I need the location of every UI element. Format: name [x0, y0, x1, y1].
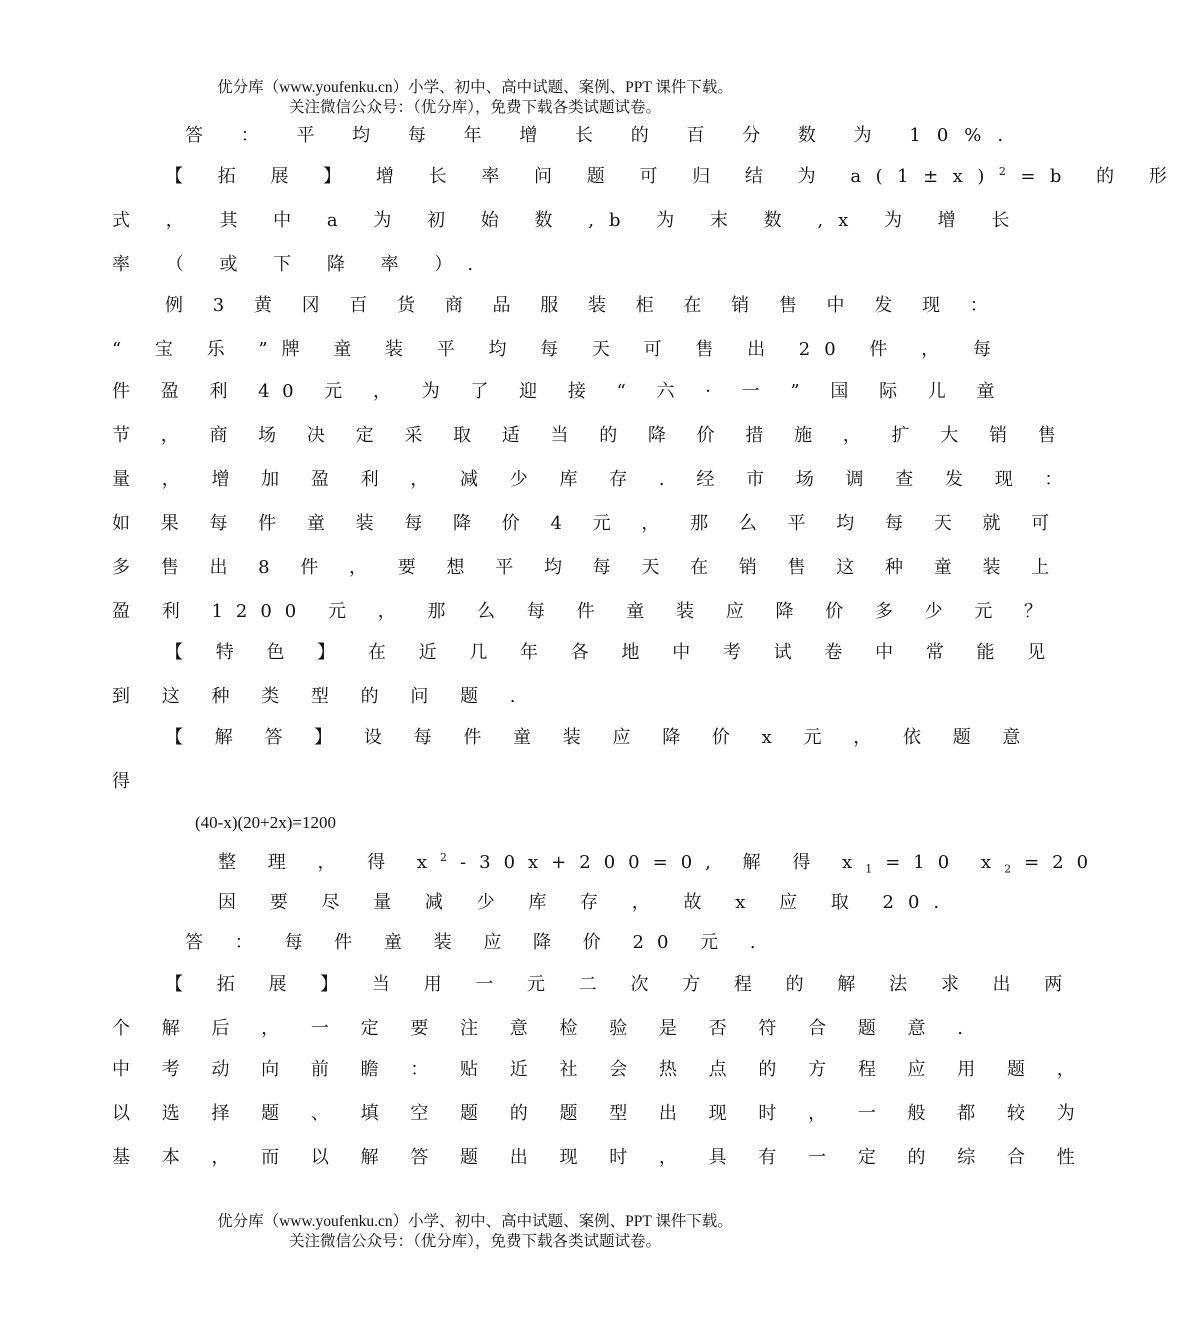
feature-line-2: 到 这 种 类 型 的 问 题 .	[112, 686, 529, 707]
example-3-line-5: 量 ， 增 加 盈 利 ， 减 少 库 存 . 经 市 场 调 查 发 现 ：	[112, 469, 1076, 490]
example-3-line-2: “ 宝 乐 ”牌 童 装 平 均 每 天 可 售 出 20 件 ， 每	[112, 339, 1005, 360]
equation-2-subscript-2: 2	[1004, 862, 1025, 876]
footer-line-2: 关注微信公众号：（优分库），免费下载各类试题试卷。	[288, 1233, 661, 1250]
answer-growth-rate: 答 ： 平 均 每 年 增 长 的 百 分 数 为 10%.	[185, 125, 1020, 146]
example-3-line-1: 例 3 黄 冈 百 货 商 品 服 装 柜 在 销 售 中 发 现 ：	[165, 295, 1000, 316]
equation-3-line: 因 要 尽 量 减 少 库 存 ， 故 x 应 取 20.	[218, 892, 954, 913]
example-3-line-3: 件 盈 利 40 元 ， 为 了 迎 接 “ 六 · 一 ” 国 际 儿 童	[112, 381, 1008, 402]
equation-2-text-c: =10 x	[885, 852, 1005, 873]
extension-1-text-b: =b 的 形	[1020, 166, 1181, 187]
solution-line-1: 【 解 答 】 设 每 件 童 装 应 降 价 x 元 ， 依 题 意	[165, 727, 1034, 748]
example-3-line-7: 多 售 出 8 件 ， 要 想 平 均 每 天 在 销 售 这 种 童 装 上	[112, 557, 1062, 578]
solution-line-2: 得	[112, 771, 130, 792]
equation-2-text-b: -30x+200=0, 解 得 x	[460, 852, 866, 873]
equation-2-text-a: 整 理 ， 得 x	[218, 852, 441, 873]
equation-2-line	[218, 851, 1101, 875]
feature-line-1: 【 特 色 】 在 近 几 年 各 地 中 考 试 卷 中 常 能 见	[165, 642, 1059, 663]
extension-1-superscript: 2	[998, 165, 1021, 178]
header-line-2: 关注微信公众号：（优分库），免费下载各类试题试卷。	[288, 99, 661, 116]
equation-2-superscript: 2	[440, 851, 461, 864]
example-3-line-4: 节 ， 商 场 决 定 采 取 适 当 的 降 价 措 施 ， 扩 大 销 售	[112, 425, 1069, 446]
header-line-1: 优分库（www.youfenku.cn）小学、初中、高中试题、案例、PPT 课件下载。	[217, 79, 733, 96]
example-3-line-8: 盈 利 1200 元 ， 那 么 每 件 童 装 应 降 价 多 少 元 ？	[112, 601, 1056, 622]
extension-1-line-2: 式 ， 其 中 a 为 初 始 数 ,b 为 末 数 ,x 为 增 长	[112, 210, 1025, 231]
exam-trend-line-3: 基 本 ， 而 以 解 答 题 出 现 时 ， 具 有 一 定 的 综 合 性	[112, 1147, 1088, 1168]
footer-line-1: 优分库（www.youfenku.cn）小学、初中、高中试题、案例、PPT 课件下载。	[217, 1213, 733, 1230]
extension-1-line-3: 率 （ 或 下 降 率 ）.	[112, 254, 489, 275]
extension-1-line-1	[165, 165, 1181, 189]
equation-2-subscript-1: 1	[865, 862, 886, 876]
example-3-line-6: 如 果 每 件 童 装 每 降 价 4 元 ， 那 么 平 均 每 天 就 可	[112, 513, 1062, 534]
extension-1-text-a: 【 拓 展 】 增 长 率 问 题 可 归 结 为 a(1±x)	[165, 166, 999, 187]
exam-trend-line-1: 中 考 动 向 前 瞻 ： 贴 近 社 会 热 点 的 方 程 应 用 题 ，	[112, 1059, 1088, 1080]
equation-1: (40-x)(20+2x)=1200	[195, 813, 336, 832]
answer-price-reduction: 答 ： 每 件 童 装 应 降 价 20 元 .	[185, 932, 769, 953]
extension-2-line-1: 【 拓 展 】 当 用 一 元 二 次 方 程 的 解 法 求 出 两	[165, 974, 1077, 995]
exam-trend-line-2: 以 选 择 题 、 填 空 题 的 题 型 出 现 时 ， 一 般 都 较 为	[112, 1103, 1088, 1124]
extension-2-line-2: 个 解 后 ， 一 定 要 注 意 检 验 是 否 符 合 题 意 .	[112, 1018, 976, 1039]
equation-2-text-d: =20	[1024, 852, 1102, 873]
